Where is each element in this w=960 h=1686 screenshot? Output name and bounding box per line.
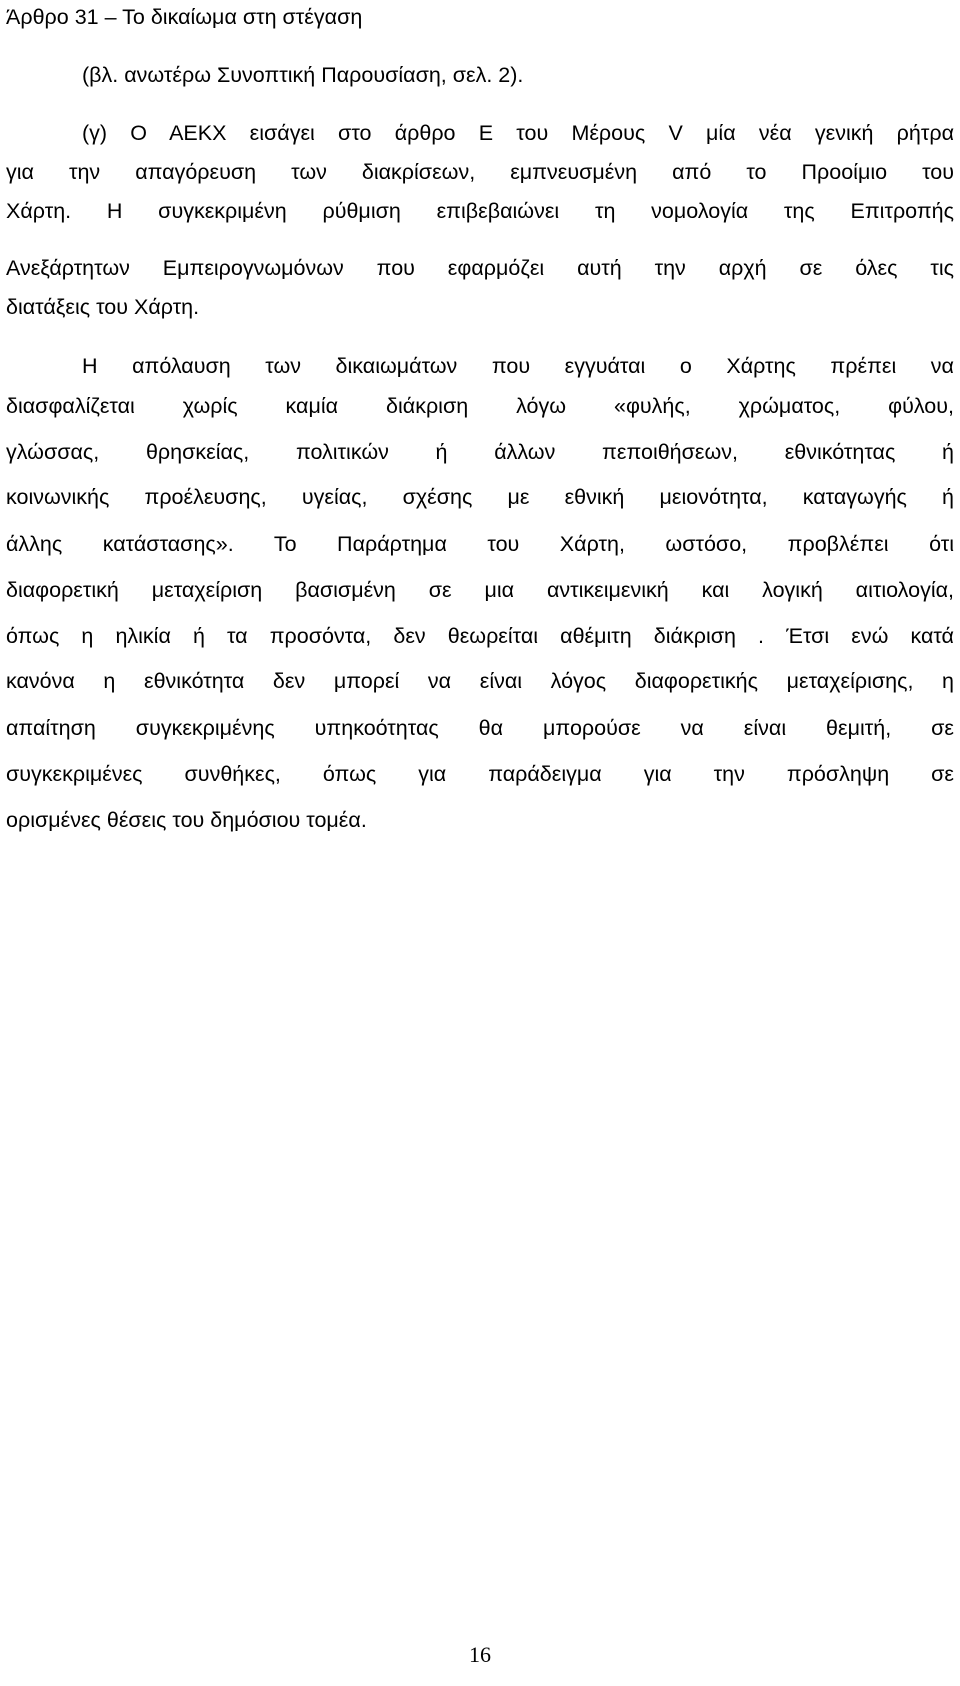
summary-reference: (βλ. ανωτέρω Συνοπτική Παρουσίαση, σελ. 2). [82,63,524,87]
paragraph-line: διατάξεις του Χάρτη. [6,295,200,319]
paragraph-line: όπως η ηλικία ή τα προσόντα, δεν θεωρείται αθέμιτη διάκριση . Έτσι ενώ κατά [6,624,954,648]
paragraph-line: Χάρτη. Η συγκεκριμένη ρύθμιση επιβεβαιώνει τη νομολογία της Επιτροπής [6,199,954,223]
paragraph-line: διαφορετική μεταχείριση βασισμένη σε μια αντικειμενική και λογική αιτιολογία, [6,578,954,602]
paragraph-line: Ανεξάρτητων Εμπειρογνωμόνων που εφαρμόζει αυτή την αρχή σε όλες τις [6,256,954,280]
paragraph-line: συγκεκριμένες συνθήκες, όπως για παράδειγμα για την πρόσληψη σε [6,762,954,786]
paragraph-line: ορισμένες θέσεις του δημόσιου τομέα. [6,808,367,832]
paragraph-line: Η απόλαυση των δικαιωμάτων που εγγυάται ο Χάρτης πρέπει να [82,354,954,378]
paragraph-line: κοινωνικής προέλευσης, υγείας, σχέσης με εθνική μειονότητα, καταγωγής ή [6,485,954,509]
paragraph-line: γλώσσας, θρησκείας, πολιτικών ή άλλων πεποιθήσεων, εθνικότητας ή [6,440,954,464]
paragraph-line: για την απαγόρευση των διακρίσεων, εμπνευσμένη από το Προοίμιο του [6,160,954,184]
paragraph-line: άλλης κατάστασης». Το Παράρτημα του Χάρτη, ωστόσο, προβλέπει ότι [6,532,954,556]
paragraph-line: κανόνα η εθνικότητα δεν μπορεί να είναι λόγος διαφορετικής μεταχείρισης, η [6,669,954,693]
article-heading: Άρθρο 31 – Το δικαίωμα στη στέγαση [6,5,363,29]
paragraph-line: διασφαλίζεται χωρίς καμία διάκριση λόγω «φυλής, χρώματος, φύλου, [6,394,954,418]
paragraph-line: απαίτηση συγκεκριμένης υπηκοότητας θα μπορούσε να είναι θεμιτή, σε [6,716,954,740]
page-number: 16 [469,1642,491,1667]
paragraph-line: (γ) Ο ΑΕΚΧ εισάγει στο άρθρο Ε του Μέρους V μία νέα γενική ρήτρα [82,121,954,145]
